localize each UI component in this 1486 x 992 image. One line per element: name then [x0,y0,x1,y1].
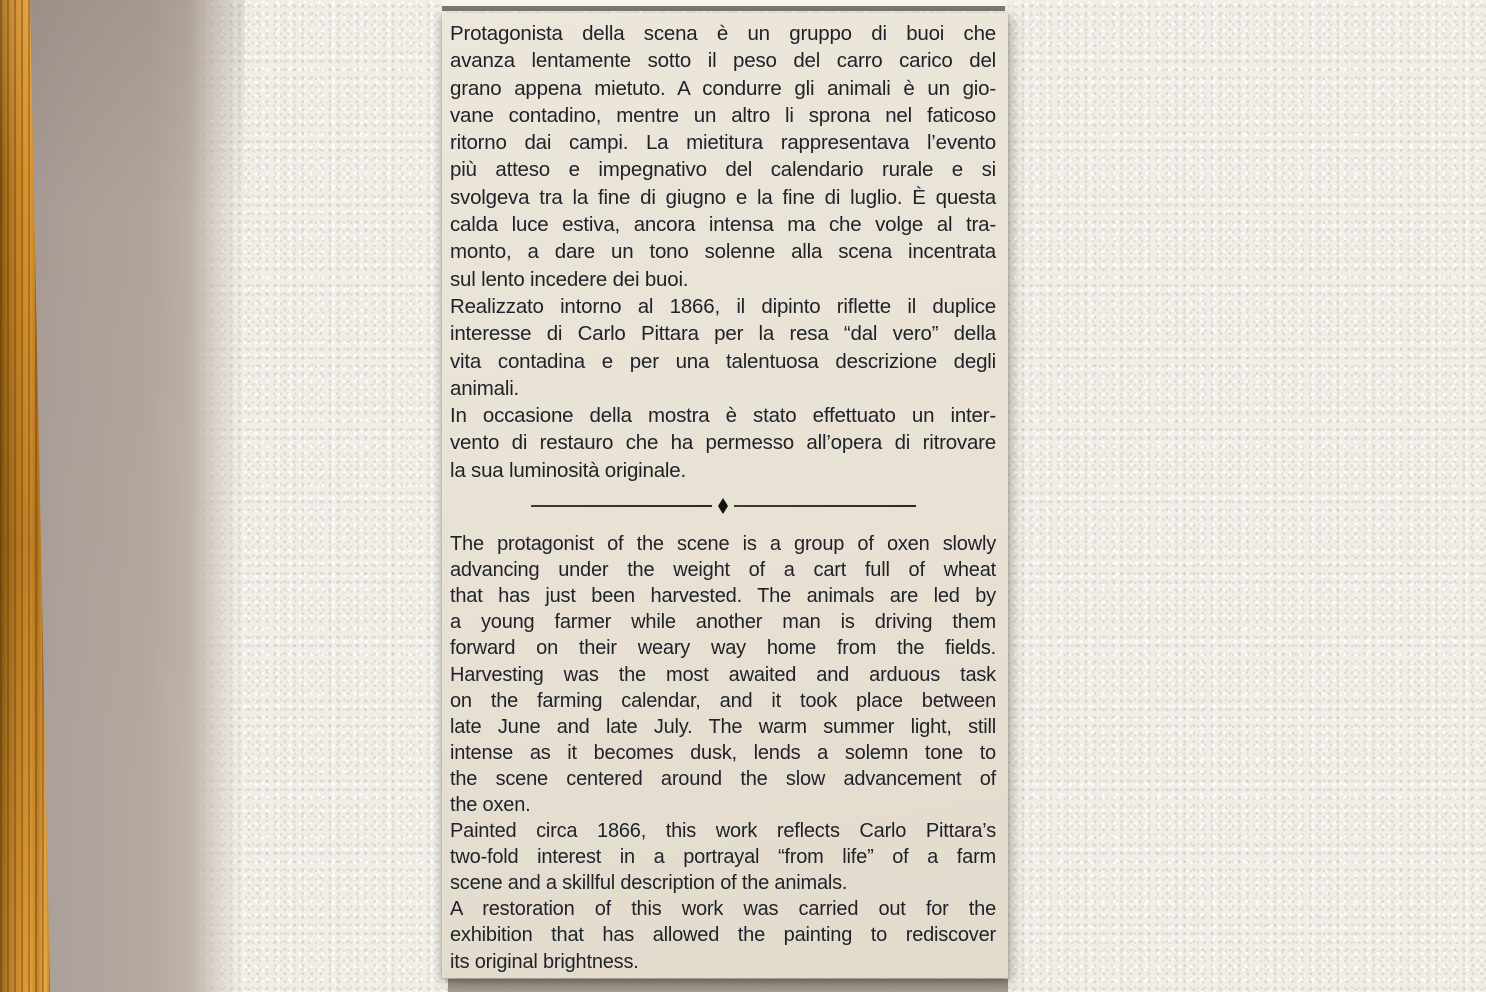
text-line: exhibition that has allowed the painting to rediscover [450,924,996,947]
text-line: Harvesting was the most awaited and arduous task [450,663,996,686]
text-line: Realizzato intorno al 1866, il dipinto riflette il duplice [450,294,996,318]
text-line: two-fold interest in a portrayal “from life” of a farm [450,846,996,869]
text-line: advancing under the weight of a cart full of wheat [450,559,996,582]
text-line: the scene centered around the slow advancement of [450,767,996,790]
text-line: calda luce estiva, ancora intensa ma che volge al tra- [450,213,996,237]
text-line: the oxen. [450,793,531,816]
text-line: grano appena mietuto. A condurre gli animali è un gio- [450,76,996,100]
text-line: In occasione della mostra è stato effettuato un inter- [450,404,996,428]
italian-paragraph-3 [450,402,996,484]
text-line: on the farming calendar, and it took place between [450,689,996,712]
lower-label-shadow [448,979,1008,992]
text-line: la sua luminosità originale. [450,458,686,482]
text-line: interesse di Carlo Pittara per la resa “dal vero” della [450,322,996,346]
text-line: a young farmer while another man is driving them [450,611,996,634]
upper-label-edge [442,0,1005,11]
text-line: Painted circa 1866, this work reflects Carlo Pittara’s [450,820,996,843]
text-line: monto, a dare un tono solenne alla scena incentrata [450,240,996,264]
text-line: that has just been harvested. The animals are led by [450,585,996,608]
text-line: The protagonist of the scene is a group of oxen slowly [450,533,996,556]
text-line: Protagonista della scena è un gruppo di buoi che [450,22,996,45]
text-line: avanza lentamente sotto il peso del carro carico del [450,49,996,73]
italian-text-block [450,20,996,484]
diamond-icon [718,498,728,514]
text-line: ritorno dai campi. La mietitura rappresentava l’evento [450,131,996,155]
text-line: A restoration of this work was carried out for the [450,898,996,921]
english-paragraph-3 [450,896,996,974]
text-line: più atteso e impegnativo del calendario rurale e si [450,158,996,182]
italian-paragraph-2 [450,293,996,402]
text-line: forward on their weary way home from the fields. [450,637,996,660]
text-line: sul lento incedere dei buoi. [450,267,689,291]
text-line: its original brightness. [450,950,639,973]
english-paragraph-2 [450,818,996,896]
divider-line-left [531,505,713,507]
text-line: intense as it becomes dusk, lends a solemn tone to [450,741,996,764]
text-line: vento di restauro che ha permesso all’opera di ritrovare [450,431,996,455]
text-line: late June and late July. The warm summer light, still [450,715,996,738]
english-text-block [450,531,996,975]
text-line: scene and a skillful description of the animals. [450,872,848,895]
section-divider [531,498,916,514]
italian-paragraph-1 [450,20,996,293]
divider-line-right [734,505,916,507]
text-line: vita contadina e per una talentuosa descrizione degli [450,349,996,373]
wall-label-card [442,13,1008,978]
text-line: vane contadino, mentre un altro li sprona nel faticoso [450,103,996,127]
text-line: animali. [450,376,520,400]
english-paragraph-1 [450,531,996,818]
text-line: svolgeva tra la fine di giugno e la fine di luglio. È questa [450,185,996,209]
